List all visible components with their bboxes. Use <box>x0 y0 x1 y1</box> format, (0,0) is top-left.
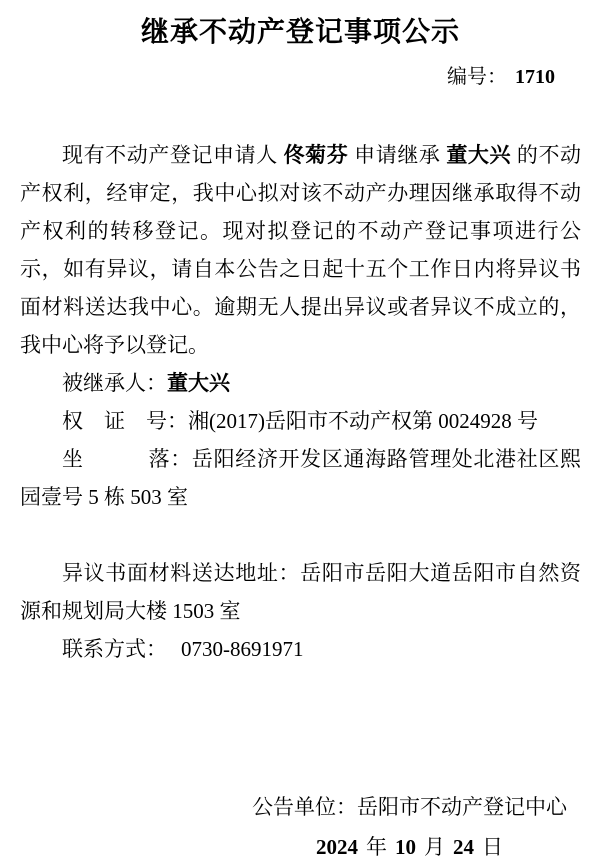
issuing-unit-value: 岳阳市不动产登记中心 <box>357 795 567 819</box>
date-year-unit: 年 <box>366 835 387 859</box>
notice-paragraph <box>20 136 581 364</box>
paragraph-text-1: 现有不动产登记申请人 <box>62 143 284 167</box>
field-contact-value: 0730-8691971 <box>181 637 304 661</box>
field-objection-label: 异议书面材料送达地址： <box>62 561 301 585</box>
date-day: 24 <box>453 835 474 859</box>
notice-number <box>20 64 555 90</box>
field-contact <box>20 630 581 668</box>
date-day-unit: 日 <box>482 835 503 859</box>
notice-number-value: 1710 <box>515 66 555 88</box>
field-location-label: 坐 落： <box>62 447 192 471</box>
notice-body <box>20 136 581 668</box>
field-certificate-number <box>20 402 581 440</box>
date-month-unit: 月 <box>424 835 445 859</box>
notice-footer <box>20 788 581 866</box>
notice-number-label: 编号： <box>447 66 507 88</box>
footer-signature-block <box>252 788 567 866</box>
page-title: 继承不动产登记事项公示 <box>140 16 460 47</box>
decedent-name-inline: 董大兴 <box>446 143 512 167</box>
field-contact-label: 联系方式： <box>62 637 167 661</box>
issuing-unit-label: 公告单位： <box>252 795 357 819</box>
paragraph-text-2: 申请继承 <box>348 143 447 167</box>
field-location <box>20 440 581 516</box>
field-objection-value: 岳阳市岳阳大道岳阳市自然资源和规划局大楼 1503 室 <box>20 561 582 623</box>
field-objection-address <box>20 554 581 630</box>
field-certificate-value: 湘(2017)岳阳市不动产权第 0024928 号 <box>188 409 538 433</box>
field-heir-label: 被继承人： <box>62 371 167 395</box>
field-location-value: 岳阳经济开发区通海路管理处北港社区熙园壹号 5 栋 503 室 <box>20 447 582 509</box>
paragraph-text-3: 的不动产权利，经审定，我中心拟对该不动产办理因继承取得不动产权利的转移登记。现对拟登记的不动产登记事项进行公示，如有异议，请自本公告之日起十五个工作日内将异议书面材料送达我中心。逾期无人提出异议或者异议不成立的，我中心将予以登记。 <box>20 143 582 357</box>
date-month: 10 <box>395 835 416 859</box>
field-heir <box>20 364 581 402</box>
field-heir-value: 董大兴 <box>167 371 230 395</box>
date-year: 2024 <box>316 835 358 859</box>
notice-date <box>252 828 567 866</box>
field-certificate-label: 权 证 号： <box>62 409 188 433</box>
issuing-unit-line <box>252 788 567 826</box>
applicant-name: 佟菊芬 <box>283 143 349 167</box>
